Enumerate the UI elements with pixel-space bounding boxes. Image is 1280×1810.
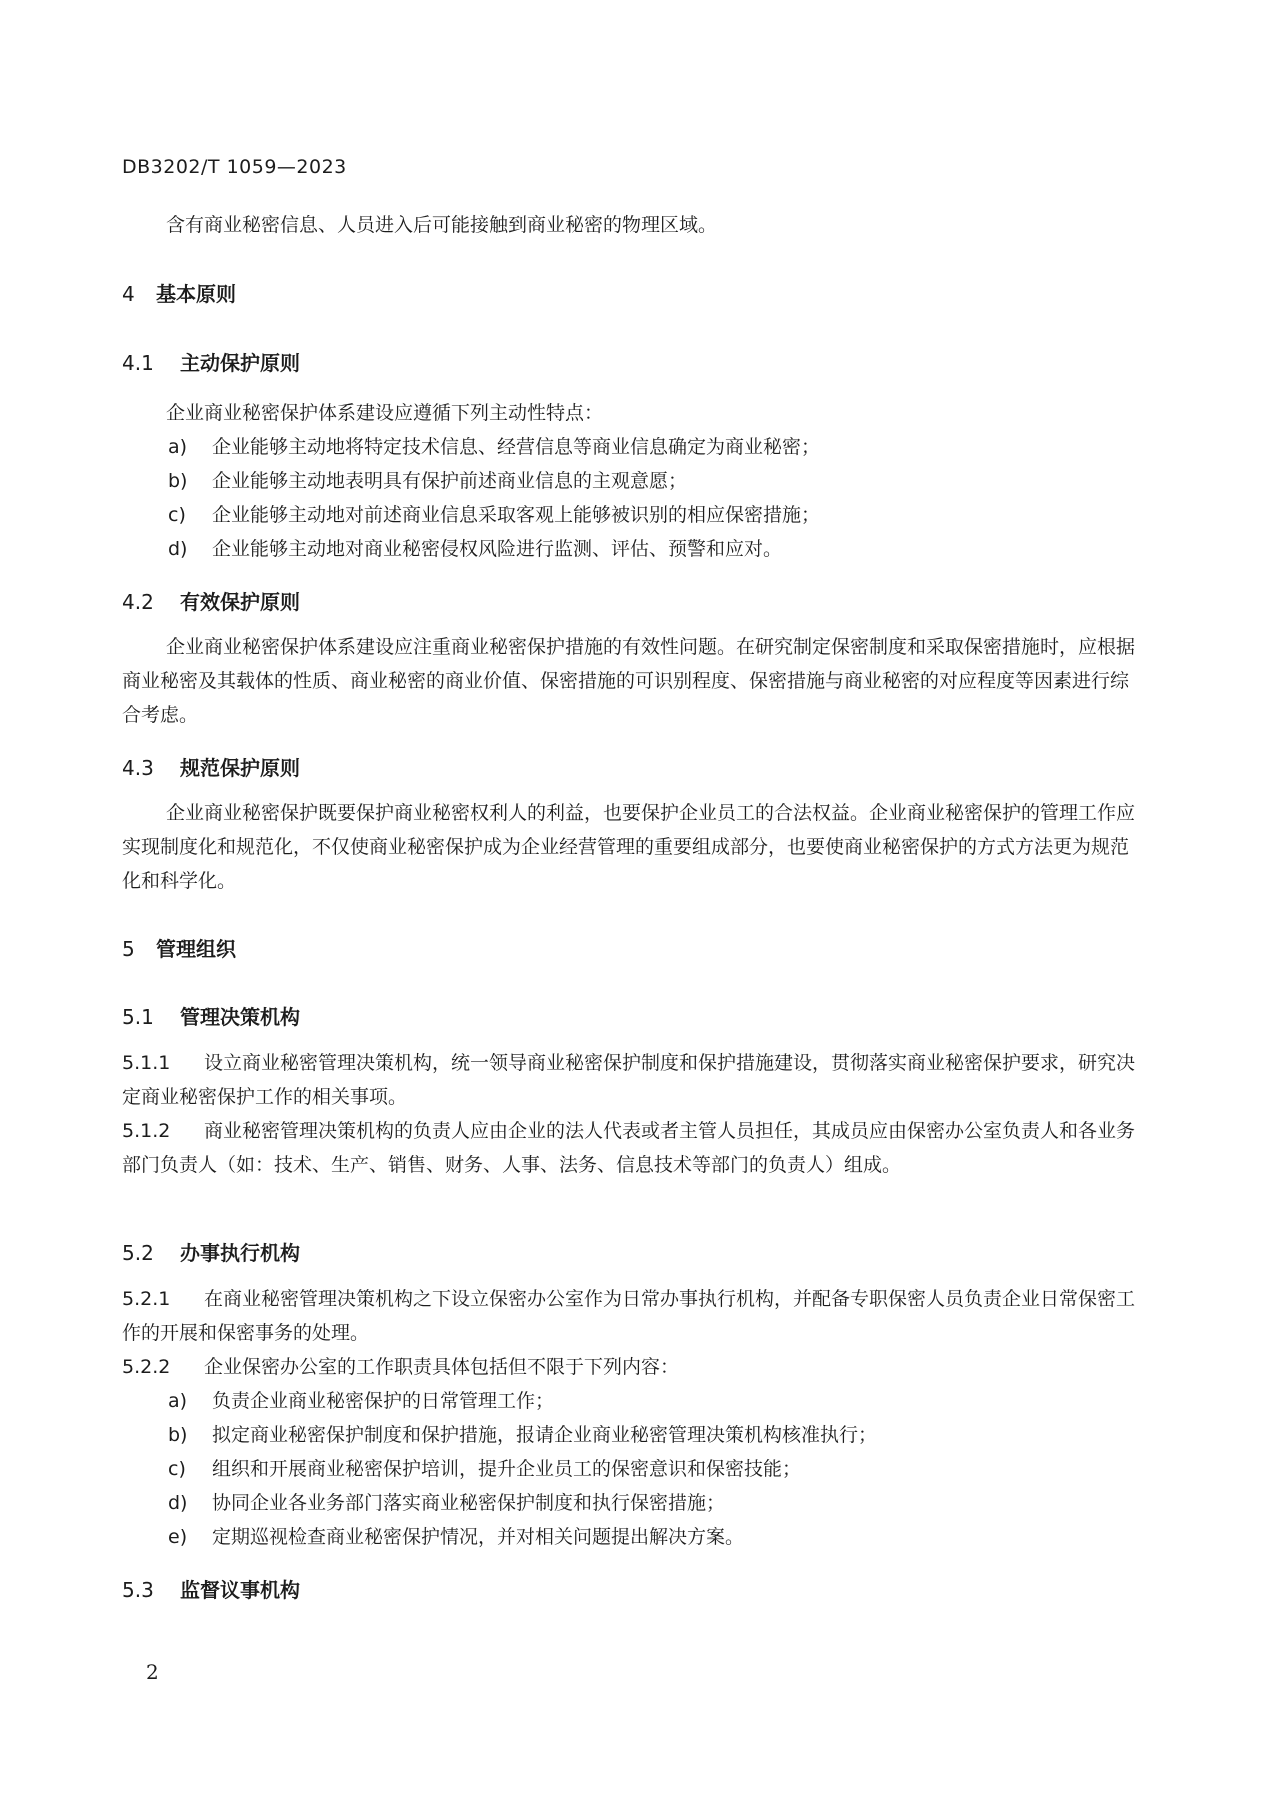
section-5-3-heading bbox=[122, 1574, 300, 1603]
section-title: 有效保护原则 bbox=[180, 590, 300, 614]
list-item: c) 组织和开展商业秘密保护培训，提升企业员工的保密意识和保密技能； bbox=[168, 1458, 802, 1480]
section-title: 监督议事机构 bbox=[180, 1578, 300, 1602]
list-item: d) 协同企业各业务部门落实商业秘密保护制度和执行保密措施； bbox=[168, 1492, 726, 1514]
section-4-heading bbox=[122, 278, 236, 307]
document-code: DB3202/T 1059—2023 bbox=[122, 156, 347, 178]
clause-5-2-1: 5.2.1 在商业秘密管理决策机构之下设立保密办公室作为日常办事执行机构，并配备专职保密人员负责企业日常保密工作的开展和保密事务的处理。 bbox=[122, 1288, 1136, 1344]
section-4-3-heading bbox=[122, 752, 300, 781]
list-item: b) 拟定商业秘密保护制度和保护措施，报请企业商业秘密管理决策机构核准执行； bbox=[168, 1424, 878, 1446]
clause-5-2-2: 5.2.2 企业保密办公室的工作职责具体包括但不限于下列内容： bbox=[122, 1356, 680, 1378]
section-number: 5.3 bbox=[122, 1578, 154, 1602]
section-4-3-paragraph: 企业商业秘密保护既要保护商业秘密权利人的利益，也要保护企业员工的合法权益。企业商业秘密保护的管理工作应实现制度化和规范化，不仅使商业秘密保护成为企业经营管理的重要组成部分，也要使商业秘密保护的方式方法更为规范化和科学化。 bbox=[122, 802, 1136, 892]
section-5-2-heading bbox=[122, 1237, 300, 1266]
section-title: 主动保护原则 bbox=[180, 351, 300, 375]
section-4-1-lead: 企业商业秘密保护体系建设应遵循下列主动性特点： bbox=[166, 402, 604, 424]
section-number: 4 bbox=[122, 282, 135, 306]
list-item: b) 企业能够主动地表明具有保护前述商业信息的主观意愿； bbox=[168, 470, 688, 492]
clause-5-1-1: 5.1.1 设立商业秘密管理决策机构，统一领导商业秘密保护制度和保护措施建设，贯彻落实商业秘密保护要求，研究决定商业秘密保护工作的相关事项。 bbox=[122, 1052, 1136, 1108]
section-title: 管理决策机构 bbox=[180, 1005, 300, 1029]
list-item: a) 负责企业商业秘密保护的日常管理工作； bbox=[168, 1390, 555, 1412]
intro-paragraph: 含有商业秘密信息、人员进入后可能接触到商业秘密的物理区域。 bbox=[166, 214, 718, 236]
list-item: c) 企业能够主动地对前述商业信息采取客观上能够被识别的相应保密措施； bbox=[168, 504, 821, 526]
section-4-2-heading bbox=[122, 586, 300, 615]
section-title: 基本原则 bbox=[156, 282, 236, 306]
section-title: 管理组织 bbox=[156, 937, 236, 961]
list-item: d) 企业能够主动地对商业秘密侵权风险进行监测、评估、预警和应对。 bbox=[168, 538, 783, 560]
list-item: a) 企业能够主动地将特定技术信息、经营信息等商业信息确定为商业秘密； bbox=[168, 436, 821, 458]
section-number: 4.1 bbox=[122, 351, 154, 375]
section-title: 规范保护原则 bbox=[180, 756, 300, 780]
section-5-heading bbox=[122, 933, 236, 962]
section-number: 4.2 bbox=[122, 590, 154, 614]
section-number: 4.3 bbox=[122, 756, 154, 780]
clause-5-1-2: 5.1.2 商业秘密管理决策机构的负责人应由企业的法人代表或者主管人员担任，其成员应由保密办公室负责人和各业务部门负责人（如：技术、生产、销售、财务、人事、法务、信息技术等部门的负责人）组成。 bbox=[122, 1120, 1136, 1176]
section-number: 5 bbox=[122, 937, 135, 961]
page-number: 2 bbox=[146, 1660, 159, 1684]
section-title: 办事执行机构 bbox=[180, 1241, 300, 1265]
list-item: e) 定期巡视检查商业秘密保护情况，并对相关问题提出解决方案。 bbox=[168, 1526, 745, 1548]
section-4-2-paragraph: 企业商业秘密保护体系建设应注重商业秘密保护措施的有效性问题。在研究制定保密制度和采取保密措施时，应根据商业秘密及其载体的性质、商业秘密的商业价值、保密措施的可识别程度、保密措施与商业秘密的对应程度等因素进行综合考虑。 bbox=[122, 636, 1136, 726]
section-number: 5.2 bbox=[122, 1241, 154, 1265]
section-4-1-heading bbox=[122, 347, 300, 376]
section-5-1-heading bbox=[122, 1001, 300, 1030]
section-number: 5.1 bbox=[122, 1005, 154, 1029]
